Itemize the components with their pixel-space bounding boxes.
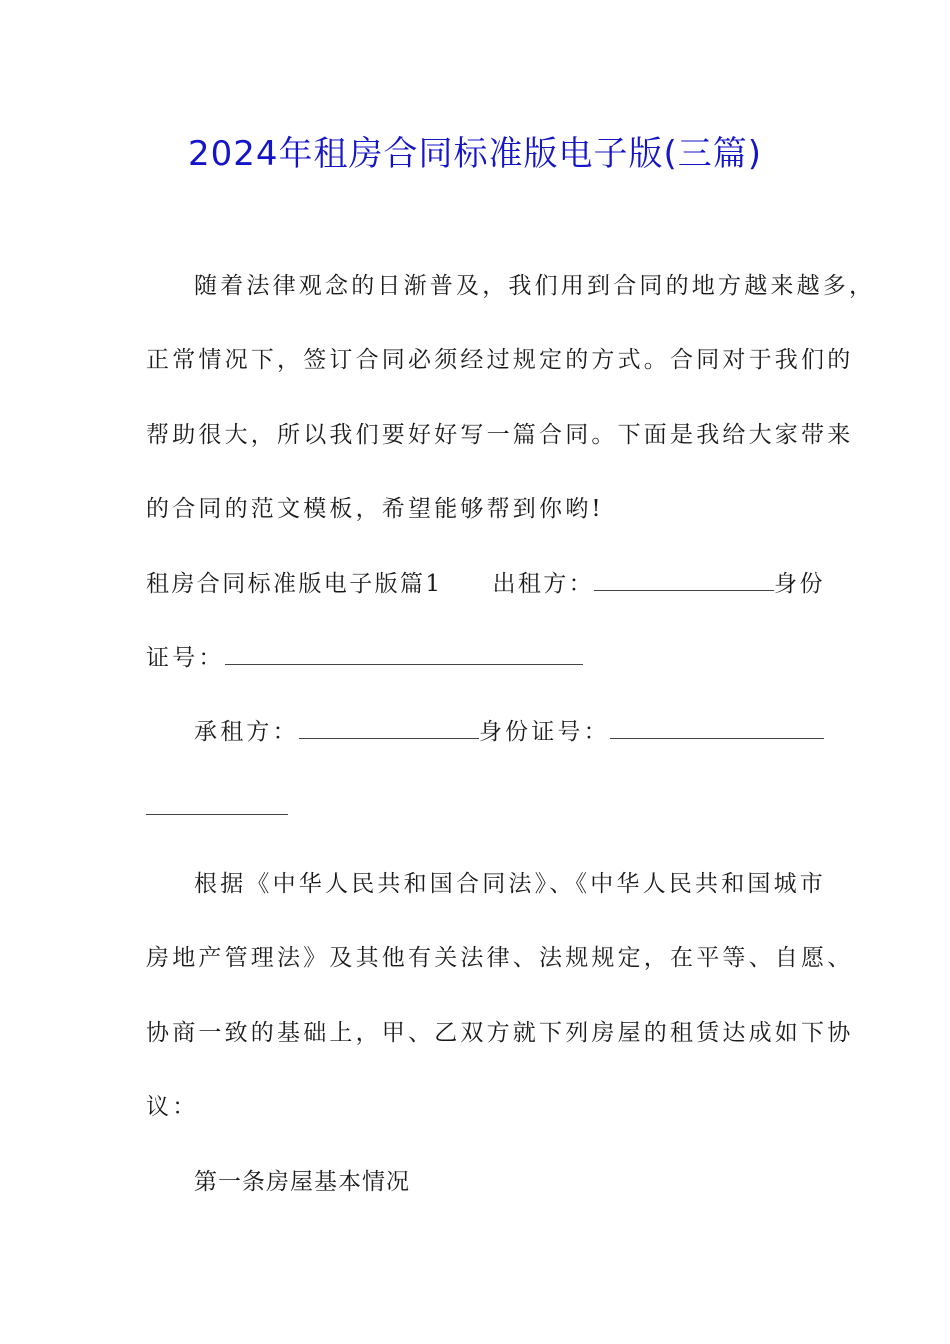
basis-line-4: 议： (146, 1094, 199, 1120)
lessee-id-continuation (146, 790, 288, 826)
intro-line-1: 随着法律观念的日渐普及，我们用到合同的地方越来越多， (194, 273, 876, 299)
lessee-name-blank[interactable] (299, 714, 479, 739)
intro-line-2: 正常情况下，签订合同必须经过规定的方式。合同对于我们的 (146, 347, 854, 373)
section-heading: 租房合同标准版电子版篇1 (146, 571, 443, 597)
section-heading-lessor-line (146, 566, 825, 602)
lessor-label: 出租方： (492, 571, 595, 597)
lessor-name-blank[interactable] (594, 566, 774, 591)
basis-line-2: 房地产管理法》及其他有关法律、法规规定，在平等、自愿、 (146, 945, 854, 971)
lessor-id-label-part2: 证号： (146, 645, 225, 671)
lessee-id-blank[interactable] (610, 714, 824, 739)
intro-line-3: 帮助很大，所以我们要好好写一篇合同。下面是我给大家带来 (146, 422, 854, 448)
basis-line-1: 根据《中华人民共和国合同法》、《中华人民共和国城市 (194, 871, 826, 897)
document-title: 2024年租房合同标准版电子版(三篇) (187, 134, 763, 174)
article-1-heading: 第一条房屋基本情况 (194, 1169, 410, 1195)
lessor-id-line (146, 640, 583, 676)
intro-line-4: 的合同的范文模板，希望能够帮到你哟! (146, 496, 604, 522)
lessor-id-blank[interactable] (225, 640, 583, 665)
lessee-label: 承租方： (194, 719, 299, 745)
lessee-id-blank-continued[interactable] (146, 790, 288, 815)
lessee-id-label: 身份证号： (478, 719, 610, 745)
lessee-line (194, 714, 824, 750)
lessor-id-label-part1: 身份 (774, 571, 825, 597)
basis-line-3: 协商一致的基础上，甲、乙双方就下列房屋的租赁达成如下协 (146, 1020, 854, 1046)
